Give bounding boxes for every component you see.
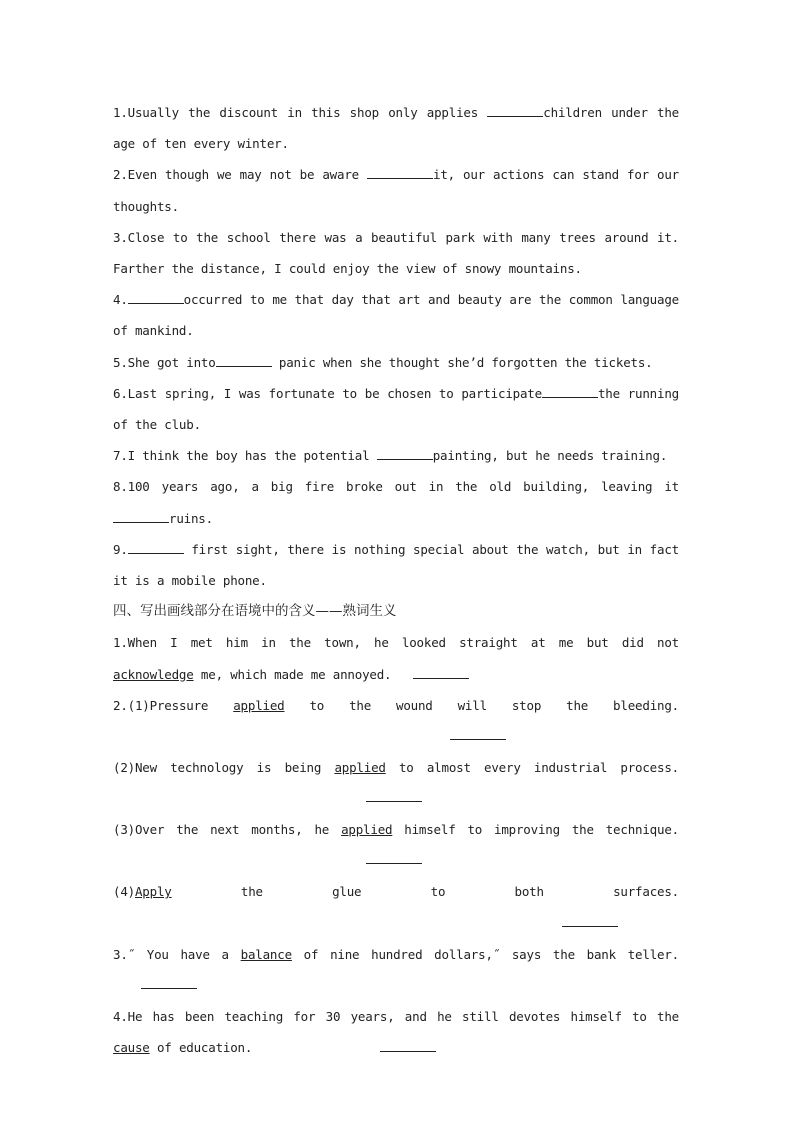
answer-blank[interactable] (450, 727, 506, 740)
question-3 (113, 222, 679, 284)
question-text: it, our actions can stand for our thoughts. (113, 167, 679, 214)
answer-blank[interactable] (377, 447, 433, 460)
question-9 (113, 534, 679, 596)
sub-label: (1) (127, 697, 150, 713)
question-number: 1. (113, 635, 128, 651)
question-text: New technology is being (134, 760, 335, 776)
meaning-question-1 (113, 627, 679, 689)
question-text: He has been teaching for 30 years, and he still devotes himself to the (127, 1008, 679, 1024)
underlined-word: Apply (134, 884, 172, 900)
question-text: When I met him in the town, he looked straight at me but did not (127, 635, 679, 651)
meaning-question-2-2 (113, 752, 679, 783)
question-text: Even though we may not be aware (127, 167, 368, 183)
answer-row (113, 970, 679, 1001)
question-text: occurred to me that day that art and beauty are the common language of mankind. (113, 292, 679, 339)
answer-blank[interactable] (128, 541, 184, 554)
question-text: the running of the club. (113, 385, 679, 433)
question-number: 2. (113, 167, 128, 183)
question-4 (113, 284, 679, 346)
answer-blank[interactable] (487, 104, 543, 117)
question-number: 9. (113, 541, 128, 557)
answer-blank[interactable] (366, 851, 422, 864)
question-text: me, which made me annoyed. (193, 666, 392, 682)
question-number: 5. (113, 354, 128, 370)
question-text: children under the age of ten every winter. (113, 105, 679, 152)
sub-label: (2) (113, 760, 135, 776)
underlined-word: applied (334, 760, 386, 776)
question-text: himself to improving the technique. (392, 822, 679, 838)
question-text: Over the next months, he (134, 822, 342, 838)
question-number: 4. (113, 1008, 128, 1024)
question-text: painting, but he needs training. (432, 448, 668, 464)
underlined-word: applied (341, 822, 393, 838)
question-text: first sight, there is nothing special about the watch, but in fact it is a mobile phone. (113, 541, 679, 589)
answer-blank[interactable] (367, 166, 433, 179)
question-1 (113, 97, 679, 159)
question-text: of education. (149, 1040, 253, 1056)
question-text: Usually the discount in this shop only applies (127, 105, 488, 120)
answer-blank[interactable] (542, 385, 598, 398)
answer-blank[interactable] (380, 1039, 436, 1052)
underlined-word: applied (233, 697, 285, 713)
question-7 (113, 440, 679, 471)
question-text: the glue to both surfaces. (171, 884, 679, 900)
question-text: to almost every industrial process. (385, 760, 679, 776)
question-text: panic when she thought she’d forgotten the tickets. (271, 354, 653, 370)
question-text: 100 years ago, a big fire broke out in the old building, leaving it (127, 479, 679, 495)
question-number: 2. (113, 697, 128, 713)
meaning-question-2-4 (113, 876, 679, 907)
answer-blank[interactable] (113, 510, 169, 523)
sub-label: (4) (113, 884, 135, 900)
question-number: 4. (113, 292, 128, 308)
meaning-question-4 (113, 1001, 679, 1063)
question-number: 3. (113, 229, 128, 245)
answer-blank[interactable] (216, 354, 272, 367)
question-text: I think the boy has the potential (127, 448, 377, 464)
question-text: to the wound will stop the bleeding. (284, 697, 679, 713)
section-heading: 四、写出画线部分在语境中的含义——熟词生义 (113, 603, 397, 620)
meaning-question-3 (113, 939, 679, 970)
meaning-question-2-1 (113, 690, 679, 721)
question-number: 7. (113, 448, 128, 464)
question-text: Last spring, I was fortunate to be chosen to participate (127, 385, 542, 401)
question-number: 1. (113, 105, 128, 120)
question-number: 6. (113, 385, 128, 401)
question-text: of nine hundred dollars,˝ says the bank teller. (291, 946, 679, 962)
underlined-word: acknowledge (113, 666, 194, 682)
answer-blank[interactable] (141, 976, 197, 989)
question-text: Close to the school there was a beautiful park with many trees around it. Farther the distance, I could enjoy the view of snowy mountains. (113, 229, 679, 277)
meaning-question-2-3 (113, 814, 679, 845)
answer-row (113, 845, 679, 876)
answer-row (113, 783, 679, 814)
answer-row (113, 908, 679, 939)
question-2 (113, 159, 679, 221)
answer-blank[interactable] (366, 789, 422, 802)
question-8 (113, 471, 679, 533)
answer-row (113, 721, 679, 752)
sub-label: (3) (113, 822, 135, 838)
underlined-word: balance (240, 946, 292, 962)
question-6 (113, 378, 679, 440)
question-text: ˝ You have a (127, 946, 241, 962)
question-5 (113, 347, 679, 378)
worksheet (113, 97, 679, 1063)
question-number: 3. (113, 946, 128, 962)
underlined-word: cause (113, 1040, 150, 1056)
answer-blank[interactable] (128, 291, 184, 304)
question-text: Pressure (149, 697, 234, 713)
question-text: ruins. (169, 510, 213, 526)
question-text: She got into (127, 354, 216, 370)
answer-blank[interactable] (413, 666, 469, 679)
answer-blank[interactable] (562, 914, 618, 927)
question-number: 8. (113, 479, 128, 495)
